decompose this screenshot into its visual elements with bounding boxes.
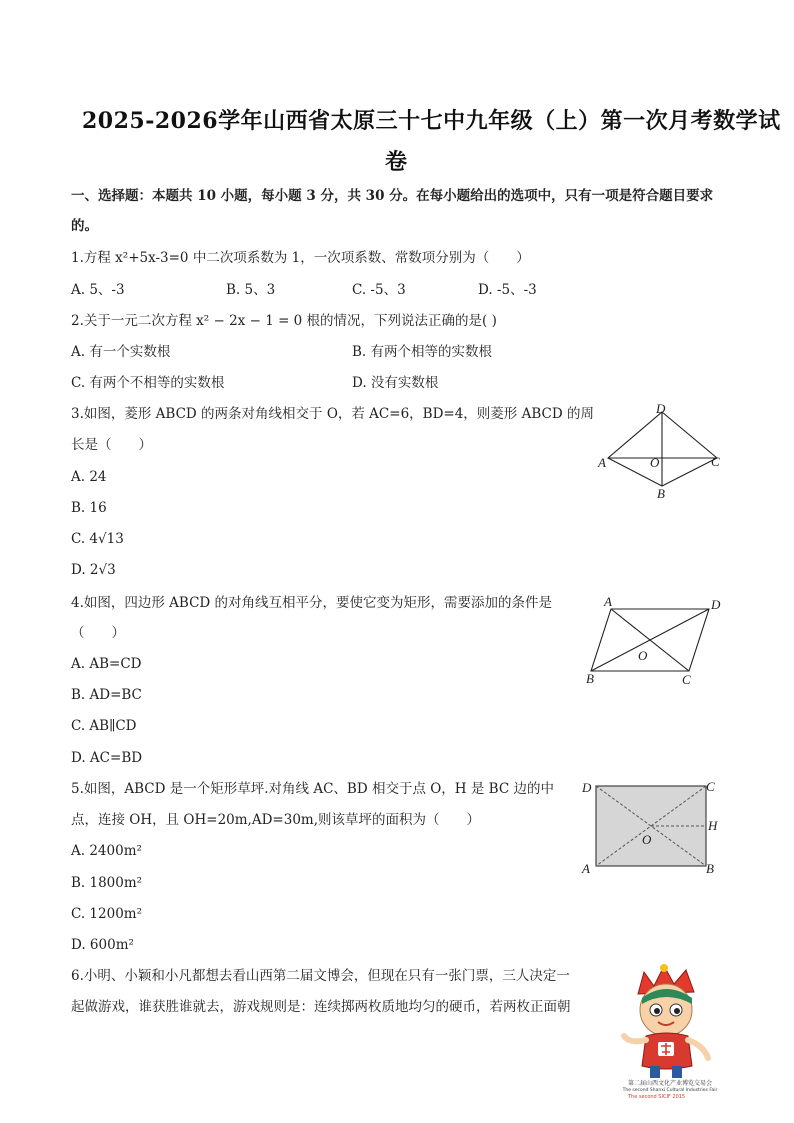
question-6-stem-cont: 起做游戏，谁获胜谁就去，游戏规则是：连续掷两枚质地均匀的硬币，若两枚正面朝 — [71, 999, 571, 1015]
vertex-label-a: A — [598, 455, 606, 470]
mascot-caption-event: The second SICIF 2015 — [628, 1094, 686, 1100]
question-3-option-b: B. 16 — [71, 500, 107, 516]
vertex-label-d: D — [656, 401, 666, 416]
question-1-option-a: A. 5、-3 — [71, 282, 125, 298]
question-1-option-c: C. -5、3 — [352, 282, 406, 298]
parallelogram-figure — [582, 592, 732, 690]
mascot-illustration — [608, 958, 732, 1094]
question-4-option-b: B. AD=BC — [71, 687, 142, 703]
vertex-label-d: D — [582, 780, 592, 795]
question-4-option-d: D. AC=BD — [71, 750, 143, 766]
center-label-o: O — [642, 832, 652, 847]
mascot-caption-cn: 第二届山西文化产业博览交易会 — [627, 1080, 713, 1087]
question-5-option-d: D. 600m² — [71, 937, 134, 953]
mascot-caption-en: The second Shanxi Cultural Industries Fair — [622, 1088, 718, 1093]
question-5-stem-cont: 点，连接 OH，且 OH=20m,AD=30m,则该草坪的面积为（ ） — [71, 812, 481, 828]
vertex-label-a: A — [604, 594, 612, 609]
document-title-line2: 卷 — [385, 149, 408, 175]
question-5-stem: 5.如图，ABCD 是一个矩形草坪.对角线 AC、BD 相交于点 O，H 是 BC 边的中 — [71, 781, 554, 797]
question-2-option-b: B. 有两个相等的实数根 — [352, 344, 493, 360]
question-3-option-a: A. 24 — [71, 469, 107, 485]
question-6-stem: 6.小明、小颖和小凡都想去看山西第二届文博会，但现在只有一张门票，三人决定一 — [71, 968, 570, 984]
question-3-option-c: C. 4√13 — [71, 531, 124, 547]
question-3-stem: 3.如图，菱形 ABCD 的两条对角线相交于 O，若 AC=6，BD=4，则菱形 ABCD 的周 — [71, 406, 594, 422]
midpoint-label-h: H — [708, 818, 718, 833]
question-2-option-c: C. 有两个不相等的实数根 — [71, 375, 225, 391]
question-4-option-c: C. AB∥CD — [71, 718, 137, 734]
question-1-option-d: D. -5、-3 — [478, 282, 537, 298]
question-4-option-a: A. AB=CD — [71, 656, 142, 672]
vertex-label-c: C — [706, 779, 715, 794]
vertex-label-a: A — [582, 861, 590, 876]
center-label-o: O — [650, 455, 660, 470]
question-2-stem: 2.关于一元二次方程 x² − 2x − 1 = 0 根的情况，下列说法正确的是( ) — [71, 313, 497, 329]
question-3-stem-cont: 长是（ ） — [71, 437, 152, 453]
rhombus-figure — [596, 400, 730, 504]
vertex-label-c: C — [682, 672, 691, 687]
section-heading: 一、选择题：本题共 10 小题，每小题 3 分，共 30 分。在每小题给出的选项中，只有一项是符合题目要求 — [71, 188, 714, 204]
vertex-label-b: B — [706, 861, 714, 876]
question-4-stem: 4.如图，四边形 ABCD 的对角线互相平分，要使它变为矩形，需要添加的条件是 — [71, 595, 553, 611]
question-4-stem-cont: （ ） — [71, 625, 125, 641]
vertex-label-b: B — [586, 671, 594, 686]
rectangle-figure — [578, 778, 728, 878]
question-1-stem: 1.方程 x²+5x-3=0 中二次项系数为 1，一次项系数、常数项分别为（ ） — [71, 250, 530, 266]
question-5-option-b: B. 1800m² — [71, 875, 143, 891]
document-title-line1: 2025-2026学年山西省太原三十七中九年级（上）第一次月考数学试 — [82, 108, 781, 134]
center-label-o: O — [638, 648, 648, 663]
section-heading-cont: 的。 — [71, 218, 98, 234]
question-2-option-a: A. 有一个实数根 — [71, 344, 171, 360]
question-5-option-c: C. 1200m² — [71, 906, 143, 922]
vertex-label-b: B — [657, 486, 665, 501]
vertex-label-d: D — [711, 597, 721, 612]
question-3-option-d: D. 2√3 — [71, 562, 116, 578]
question-5-option-a: A. 2400m² — [71, 843, 142, 859]
question-1-option-b: B. 5、3 — [226, 282, 276, 298]
question-2-option-d: D. 没有实数根 — [352, 375, 439, 391]
vertex-label-c: C — [711, 454, 720, 469]
